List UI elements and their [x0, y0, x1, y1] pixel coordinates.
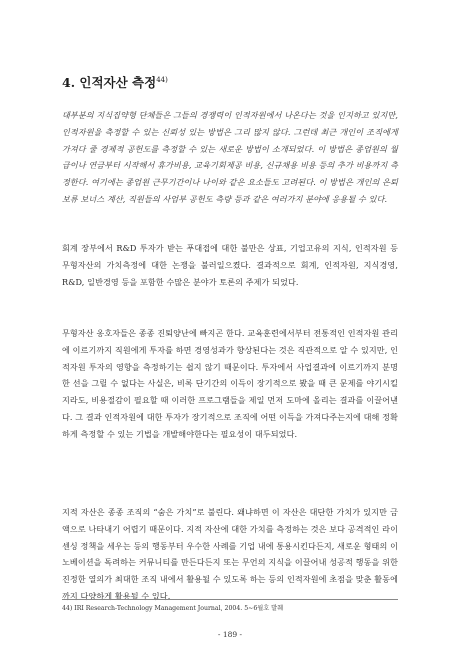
- footnote-divider: [62, 599, 398, 600]
- paragraph-intangible-assets: 무형자산 옹호자들은 종종 진퇴양난에 빠지곤 한다. 교육훈련에서부터 전통적인 인적자원 관리에 이르기까지 직원에게 투자를 하면 경영성과가 향상된다는 것은 직관적으로 알 수 있지만, 인적자원 투자의 영향을 측정하기는 쉽지 않기 때문이다. 투자에서 사업결과에 이르기까지 분명한 선을 그릴 수 없다는 사실은, 비록 단기간의 이득이 장기적으로 봤을 때 큰 문제를 야기시킬지라도, 비용절감이 필요할 때 이러한 프로그램들을 제일 먼저 도마에 올리는 결과를 이끌어낸다. 그 결과 인적자원에 대한 투자가 장기적으로 조직에 어떤 이득을 가져다주는지에 대해 정확하게 측정할 수 있는 기법을 개발해야한다는 필요성이 대두되었다.: [62, 328, 398, 439]
- section-heading: [62, 73, 168, 91]
- page-number: - 189 -: [217, 630, 243, 639]
- footnote-ref: 44): [156, 75, 168, 84]
- section-title: 4. 인적자산 측정: [62, 75, 157, 90]
- paragraph-accounting: 회계 장부에서 R&D 투자가 받는 푸대접에 대한 불만은 상표, 기업고유의 지식, 인적자원 등 무형자산의 가치측정에 대한 논쟁을 불러일으켰다. 결과적으로 회계, 인적자원, 지식경영, R&D, 일반경영 등을 포함한 수많은 분야가 토론의 주제가 되었다.: [62, 243, 398, 287]
- footnote: 44) IRI Research-Technology Management Journal, 2004. 5~6월호 발췌: [62, 605, 284, 612]
- paragraph-intro: 대부분의 지식집약형 단체들은 그들의 경쟁력이 인적자원에서 나온다는 것을 인지하고 있지만, 인적자원을 측정할 수 있는 신뢰성 있는 방법은 그리 많지 않다. 그런데 최근 개인이 조직에게 가져다 줄 경제적 공헌도를 측정할 수 있는 새로운 방법이 소개되었다. 이 방법은 종업원의 월급이나 연금부터 시작해서 휴가비용, 교육기회제공 비용, 신규채용 비용 등의 추가 비용까지 측정한다. 여기에는 종업원 근무기간이나 나이와 같은 요소들도 고려된다. 이 방법은 개인의 은퇴보류 보너스 계산, 직원들의 사업부 공헌도 측량 등과 같은 여러가지 분야에 응용될 수 있다.: [62, 110, 398, 204]
- paragraph-intellectual-assets: 지적 자산은 종종 조직의 “숨은 가치”로 불린다. 왜냐하면 이 자산은 대단한 가치가 있지만 금액으로 나타내기 어렵기 때문이다. 지적 자산에 대한 가치를 측정하는 것은 보다 공격적인 라이센싱 정책을 세우는 등의 행동부터 우수한 사례를 기업 내에 통용시킨다든지, 새로운 형태의 이노베이션을 독려하는 커뮤니티를 만든다든지 또는 무언의 지식을 이끌어내 성공적 행동을 위한 진정한 열의가 최대한 조직 내에서 활용될 수 있도록 하는 등의 인적자원에 초점을 맞춘 활동에까지 다양하게 활용될 수 있다.: [62, 507, 398, 601]
